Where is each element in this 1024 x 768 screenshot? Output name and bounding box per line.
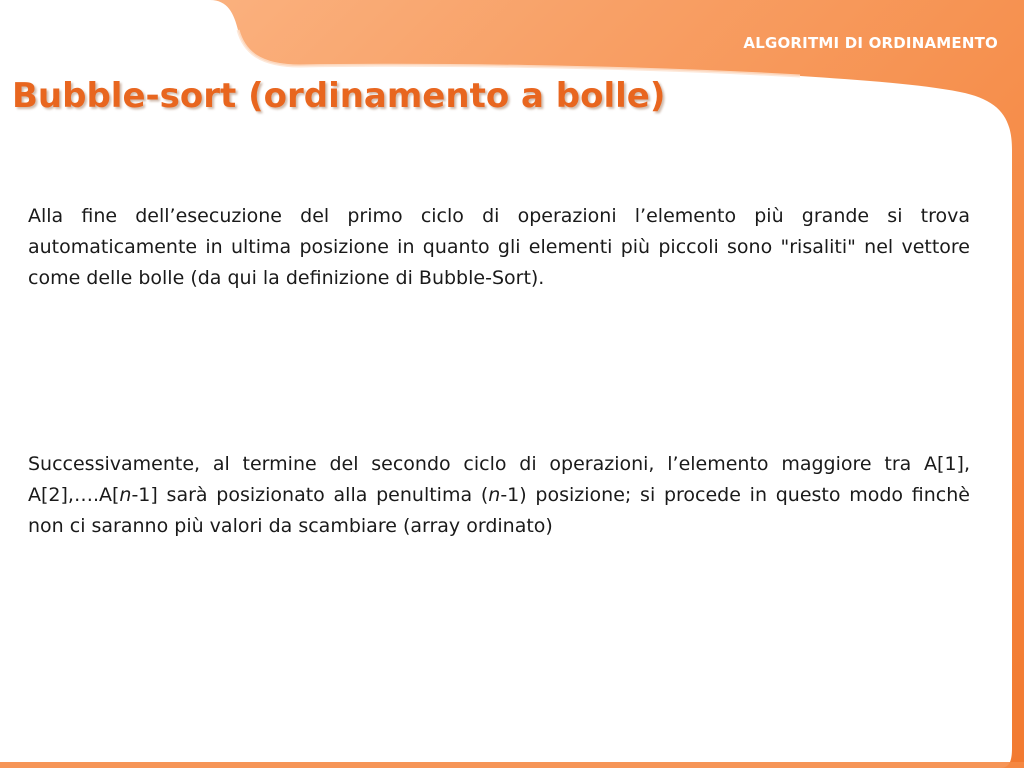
paragraph2-text-part2: -1] sarà posizionato alla penultima ( [131, 484, 489, 506]
page-number: 29 [988, 728, 1012, 748]
paragraph-first-cycle: Alla fine dell’esecuzione del primo ciclo di operazioni l’elemento più grande si trova automaticamente in ultima posizione in quanto gli elementi più piccoli sono "risaliti" nel vettore come delle bolle (da qui la definizione di Bubble-Sort). [28, 205, 970, 289]
paragraph-second-cycle [28, 449, 970, 542]
variable-n: n [488, 484, 501, 506]
paragraph2-text-part1: Successivamente, al termine del secondo ciclo di operazioni, l’elemento maggiore tra A[1], A[2],….A[ [28, 453, 970, 506]
paragraph2-text-part3: -1) posizione; si procede in questo modo finchè non ci saranno più valori da scambiare (array ordinato) [28, 484, 970, 537]
variable-n: n [119, 484, 132, 506]
slide-title: Bubble-sort (ordinamento a bolle) [12, 76, 666, 116]
section-header-label: ALGORITMI DI ORDINAMENTO [743, 34, 998, 52]
